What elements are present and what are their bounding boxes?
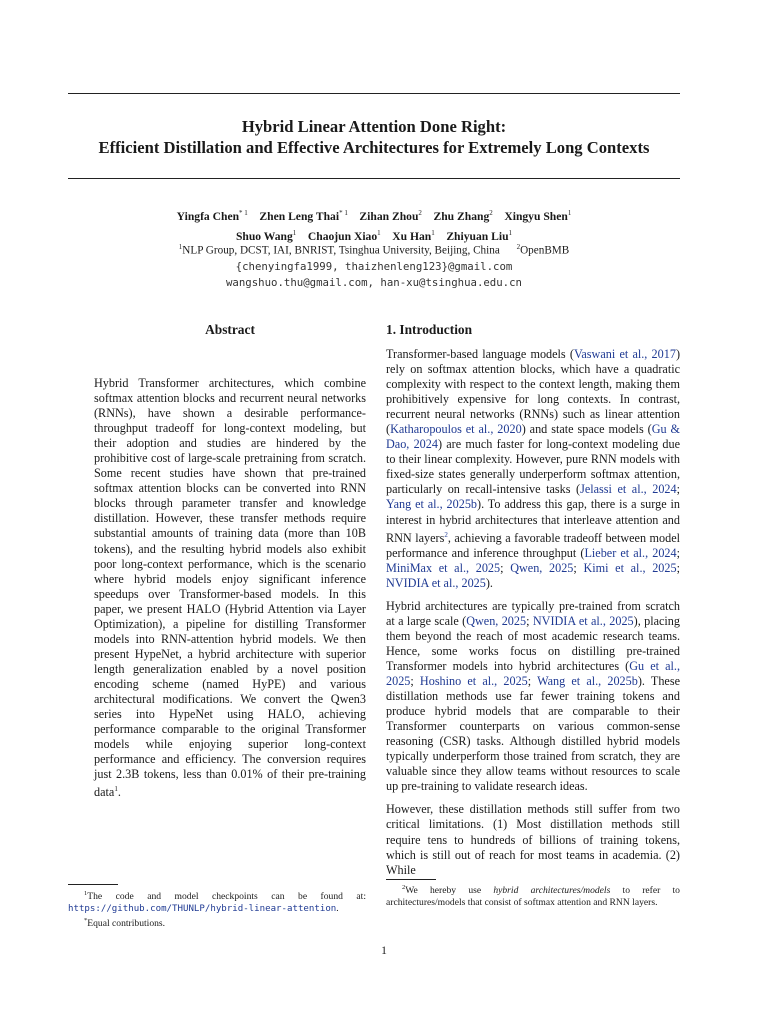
affiliations: $^1$NLP Group, DCST, IAI, BNRIST, Tsinghua University, Beijing, China $^2$OpenBMB [178,243,570,257]
intro-paragraph-2: Hybrid architectures are typically pre-trained from scratch at a large scale (Qwen, 2025; NVIDIA et al., 2025), placing them beyond the reach of most academic research teams. Hence, some works focus on distilling pre-trained Transformer models into hybrid architectures (Gu et al., 2025; Hoshino et al., 2025; Wang et al., 2025b). These distillation methods use far fewer training tokens and produce hybrid models that are comparable to their Transformer counterparts on various common-sense reasoning (CSR) tasks. Although distilled hybrid models typically underperform those trained from scratch, they are valuable since they allow teams without resources to scale up pre-training to validate research ideas. [386,598,680,794]
title-bottom-rule [68,178,680,179]
email-line-1: {chenyingfa1999, thaizhenleng123}@gmail.com [235,260,513,273]
footnote-2: $^2$We hereby use hybrid architectures/models to refer to architectures/models that consist of softmax attention and RNN layers. [386,884,680,909]
abstract-heading: Abstract [205,322,255,337]
footnote-ref: 1 [114,785,118,794]
citation-link[interactable]: Qwen, 2025 [510,560,574,575]
author: Xingyu Shen$^1$ [504,209,572,223]
footnotes-left [68,888,366,930]
citation-link[interactable]: NVIDIA et al., 2025 [532,613,634,628]
citation-link[interactable]: NVIDIA et al., 2025 [386,575,486,590]
citation-link[interactable]: Qwen, 2025 [466,613,527,628]
author-line-2 [68,225,680,245]
footnote-1: $^1$The code and model checkpoints can be found at: https://github.com/THUNLP/hybrid-linear-attention. [68,890,366,915]
citation-link[interactable]: Kimi et al., 2025 [583,560,677,575]
footnote-equal-contribution: *Equal contributions. [84,917,166,930]
code-repository-link[interactable]: https://github.com/THUNLP/hybrid-linear-attention [68,904,337,915]
footnote-rule-left [68,884,118,885]
author: Zhiyuan Liu$^1$ [446,228,513,243]
paper-title [68,116,680,158]
citation-link[interactable]: Hoshino et al., 2025 [419,674,528,689]
abstract-body: Hybrid Transformer architectures, which combine softmax attention blocks and recurrent neural networks (RNNs), have shown a desirable performance-throughput tradeoff for long-context modeling, but their adoption and studies are hindered by the prohibitive cost of large-scale pretraining from scratch. Some recent studies have shown that pre-trained softmax attention blocks can be converted into RNN blocks through parameter transfer and knowledge distillation. However, these transfer methods require substantial amounts of training data (more than 10B tokens), and the resulting hybrid models also exhibit poor long-context performance, which is the scenario where hybrid models enjoy significant inference speedups over Transformer-based models. In this paper, we present HALO (Hybrid Attention via Layer Optimization), a pipeline for distilling Transformer models into RNN-attention hybrid models. We then present HypeNet, a hybrid architecture with superior length generalization enabled by a novel position encoding scheme (named HyPE) and various architectural modifications. We convert the Qwen3 series into HypeNet using HALO, achieving performance comparable to the original Transformer models while enjoying superior long-context performance and efficiency. The conversion requires just 2.3B tokens, less than 0.01% of their pre-training data$^1$. [94,376,366,800]
author: Zihan Zhou$^2$ [359,209,422,223]
section-heading-introduction: 1. Introduction [386,322,473,337]
author: Shuo Wang$^1$ [235,228,297,243]
citation-link[interactable]: Yang et al., 2025b [386,497,478,512]
citation-link[interactable]: Wang et al., 2025b [537,674,638,689]
citation-link[interactable]: Lieber et al., 2024 [584,545,677,560]
page-number: 1 [381,944,387,957]
author-line-1 [68,205,680,225]
author: Yingfa Chen$^{* 1}$ [176,209,248,223]
author: Xu Han$^1$ [392,228,435,243]
citation-link[interactable]: MiniMax et al., 2025 [386,560,501,575]
citation-link[interactable]: Gu & Dao, 2024 [386,422,680,452]
affiliation-2: OpenBMB [520,244,570,257]
author: Zhu Zhang$^2$ [433,209,493,223]
email-line-2: wangshuo.thu@gmail.com, han-xu@tsinghua.edu.cn [226,276,522,289]
footnote-rule-right [386,879,436,880]
footnote-ref[interactable]: 2 [444,530,448,539]
citation-link[interactable]: Vaswani et al., 2017 [573,347,676,361]
citation-link[interactable]: Katharopoulos et al., 2020 [390,422,522,437]
top-rule [68,93,680,94]
citation-link[interactable]: Gu et al., 2025 [386,659,680,689]
affiliation-1: NLP Group, DCST, IAI, BNRIST, Tsinghua University, Beijing, China [182,244,500,257]
introduction-body [386,347,680,886]
intro-paragraph-1: Transformer-based language models (Vaswani et al., 2017) rely on softmax attention blocks, which have a quadratic complexity with respect to the context length, making them prohibitively expensive for long contexts. In contrast, recurrent neural networks (RNNs) such as linear attention (Katharopoulos et al., 2020) and state space models (Gu & Dao, 2024) are much faster for long-context modeling due to their linear complexity. However, pure RNN models with fixed-size states generally underperform softmax attention, particularly on recall-intensive tasks (Jelassi et al., 2024; Yang et al., 2025b). To address this gap, there is a surge in interest in hybrid architectures that interleave attention and RNN layers$^2$, achieving a favorable tradeoff between model performance and inference throughput (Lieber et al., 2024; MiniMax et al., 2025; Qwen, 2025; Kimi et al., 2025; NVIDIA et al., 2025). [386,347,680,590]
citation-link[interactable]: Jelassi et al., 2024 [580,482,677,497]
author: Zhen Leng Thai$^{* 1}$ [259,209,348,223]
intro-paragraph-3: However, these distillation methods still suffer from two critical limitations. (1) Most distillation methods still require tens to hundreds of billions of training tokens, which is still out of reach for most teams in academia. (2) While [386,802,680,877]
author: Chaojun Xiao$^1$ [307,228,381,243]
author-list [68,205,680,245]
title-line-2: Efficient Distillation and Effective Architectures for Extremely Long Contexts [98,138,650,157]
title-line-1: Hybrid Linear Attention Done Right: [241,117,507,136]
